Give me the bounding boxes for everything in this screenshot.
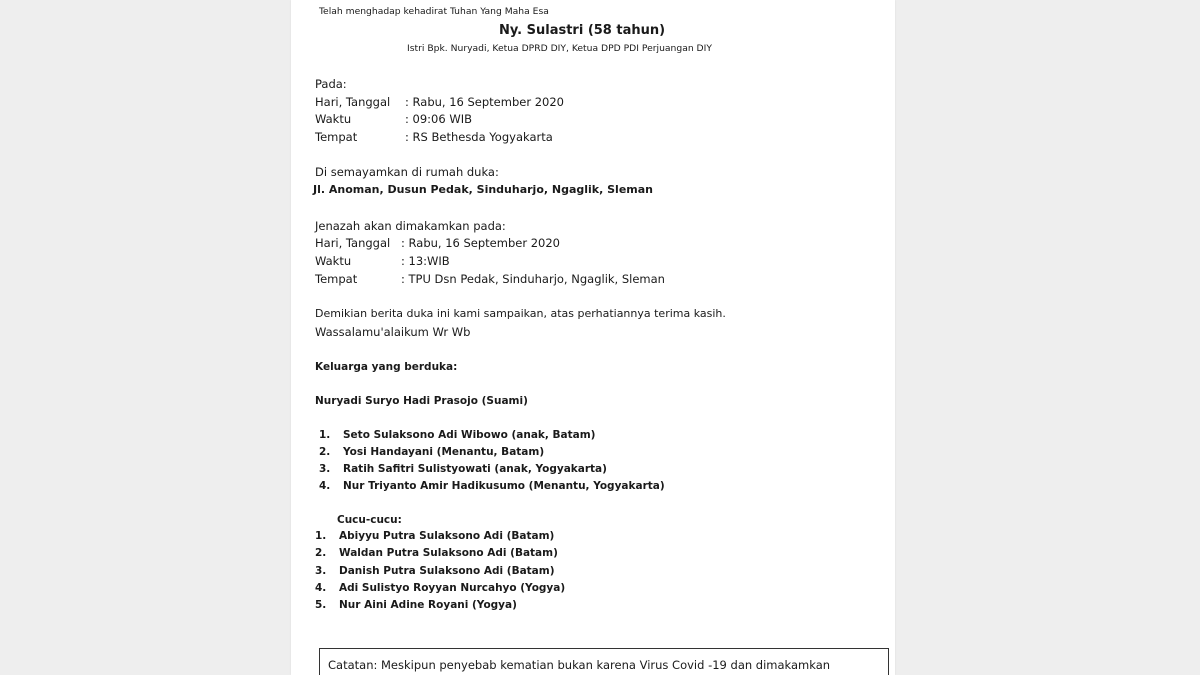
list-number: 3. [315,565,327,577]
note-text: Catatan: Meskipun penyebab kematian bukan karena Virus Covid -19 dan dimakamkan [328,658,831,672]
burial-date-label: Hari, Tanggal [315,236,391,250]
death-time-value: : 09:06 WIB [405,112,472,126]
child-item [319,446,544,458]
burial-heading: Jenazah akan dimakamkan pada: [315,219,506,233]
list-number: 2. [315,547,327,559]
list-text: Waldan Putra Sulaksono Adi (Batam) [339,547,558,559]
list-text: Nur Aini Adine Royani (Yogya) [339,599,517,611]
death-place-label: Tempat [315,130,358,144]
grandchild-item [315,547,558,559]
list-text: Nur Triyanto Amir Hadikusumo (Menantu, Yogyakarta) [343,480,665,492]
husband-line: Nuryadi Suryo Hadi Prasojo (Suami) [315,395,528,407]
deceased-name: Ny. Sulastri (58 tahun) [499,23,666,38]
list-number: 1. [315,530,327,542]
obituary-document [291,0,895,675]
list-number: 3. [319,463,331,475]
child-item [319,429,595,441]
death-time-label: Waktu [315,112,352,126]
death-date-value: : Rabu, 16 September 2020 [405,95,564,109]
list-text: Ratih Safitri Sulistyowati (anak, Yogyakarta) [343,463,607,475]
list-number: 4. [315,582,327,594]
child-item [319,463,607,475]
list-number: 4. [319,480,331,492]
death-date-label: Hari, Tanggal [315,95,391,109]
grandchild-item [315,565,555,577]
closing-line-2: Wassalamu'alaikum Wr Wb [315,325,471,339]
burial-place-label: Tempat [315,272,358,286]
burial-time-label: Waktu [315,254,352,268]
list-number: 2. [319,446,331,458]
list-text: Danish Putra Sulaksono Adi (Batam) [339,565,555,577]
burial-date-value: : Rabu, 16 September 2020 [401,236,560,250]
grandchild-item [315,582,565,594]
burial-time-value: : 13:WIB [401,254,450,268]
list-number: 5. [315,599,327,611]
child-item [319,480,665,492]
list-text: Yosi Handayani (Menantu, Batam) [343,446,545,458]
burial-place-value: : TPU Dsn Pedak, Sinduharjo, Ngaglik, Sleman [401,272,665,286]
note-box [319,648,889,675]
grandchild-item [315,530,554,542]
laid-heading: Di semayamkan di rumah duka: [315,165,499,179]
list-number: 1. [319,429,331,441]
relation-line: Istri Bpk. Nuryadi, Ketua DPRD DIY, Ketua DPD PDI Perjuangan DIY [407,43,712,54]
death-heading: Pada: [315,77,347,91]
grandchildren-heading: Cucu-cucu: [337,514,402,526]
death-place-value: : RS Bethesda Yogyakarta [405,130,553,144]
grandchild-item [315,599,517,611]
laid-address: Jl. Anoman, Dusun Pedak, Sinduharjo, Ngaglik, Sleman [313,183,653,196]
intro-line: Telah menghadap kehadirat Tuhan Yang Maha Esa [319,6,549,17]
list-text: Abiyyu Putra Sulaksono Adi (Batam) [339,530,555,542]
list-text: Seto Sulaksono Adi Wibowo (anak, Batam) [343,429,596,441]
family-heading: Keluarga yang berduka: [315,361,458,373]
closing-line-1: Demikian berita duka ini kami sampaikan, atas perhatiannya terima kasih. [315,307,726,320]
list-text: Adi Sulistyo Royyan Nurcahyo (Yogya) [339,582,566,594]
